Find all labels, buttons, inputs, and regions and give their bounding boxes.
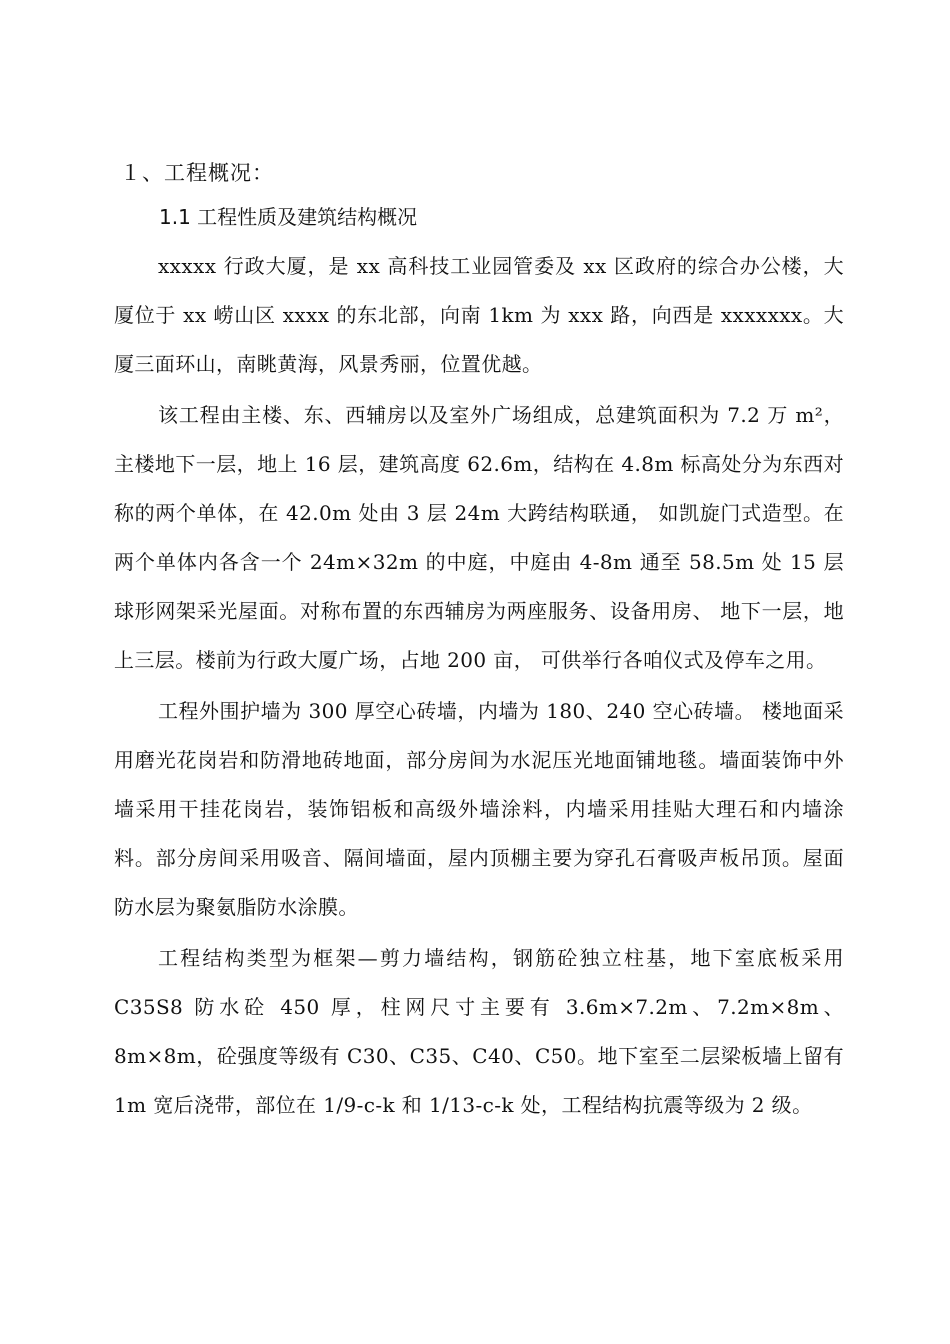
- paragraph-structure-type: 工程结构类型为框架—剪力墙结构，钢筋砼独立柱基，地下室底板采用 C35S8 防水砼 450 厚，柱网尺寸主要有 3.6m×7.2m、7.2m×8m、 8m×8m，砼强度等级有 C30、C35、C40、C50。地下室至二层梁板墙上留有 1m 宽后浇带，部位在 1/9-c-k 和 1/13-c-k 处，工程结构抗震等级为 2 级。: [114, 946, 844, 1117]
- paragraph-wall-finishes: 工程外围护墙为 300 厚空心砖墙，内墙为 180、240 空心砖墙。 楼地面采用磨光花岗岩和防滑地砖地面，部分房间为水泥压光地面铺地毯。墙面装饰中外墙采用干挂花岗岩，装饰铝板和高级外墙涂料，内墙采用挂贴大理石和内墙涂料。部分房间采用吸音、隔间墙面，屋内顶棚主要为穿孔石膏吸声板吊顶。屋面防水层为聚氨脂防水涂膜。: [114, 699, 844, 919]
- paragraph-building-composition: 该工程由主楼、东、西辅房以及室外广场组成，总建筑面积为 7.2 万 m²，主楼地下一层，地上 16 层，建筑高度 62.6m，结构在 4.8m 标高处分为东西对称的两个单体，在 42.0m 处由 3 层 24m 大跨结构联通， 如凯旋门式造型。在两个单体内各含一个 24m×32m 的中庭，中庭由 4-8m 通至 58.5m 处 15 层球形网架采光屋面。对称布置的东西辅房为两座服务、设备用房、 地下一层，地上三层。楼前为行政大厦广场，占地 200 亩， 可供举行各咱仪式及停车之用。: [114, 403, 844, 672]
- document-body: [114, 158, 844, 1132]
- paragraph-overview: xxxxx 行政大厦，是 xx 高科技工业园管委及 xx 区政府的综合办公楼，大厦位于 xx 崂山区 xxxx 的东北部，向南 1km 为 xxx 路，向西是 xxxxxxx。大厦三面环山，南眺黄海，风景秀丽，位置优越。: [114, 254, 844, 376]
- section-heading: １、工程概况：: [120, 161, 274, 185]
- subsection-heading: 1.1 工程性质及建筑结构概况: [159, 205, 418, 229]
